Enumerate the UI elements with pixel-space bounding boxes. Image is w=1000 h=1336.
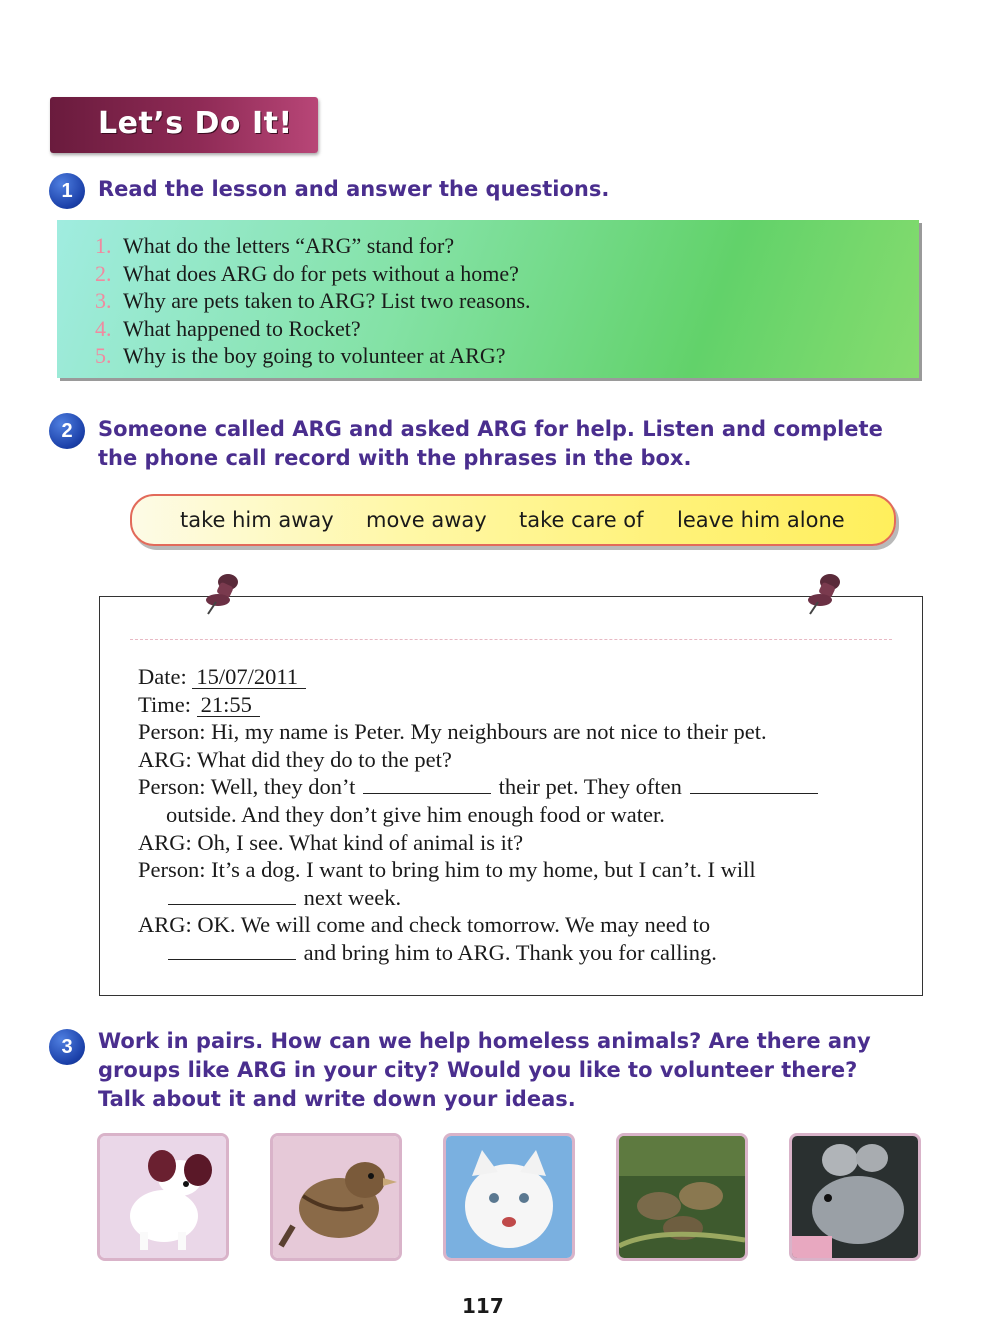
step-1-instruction: Read the lesson and answer the questions. [98,177,610,201]
phrase-option: take him away [180,508,334,532]
record-line: Person: It’s a dog. I want to bring him to my home, but I can’t. I will [138,857,756,883]
page-number: 117 [462,1294,504,1318]
question-item: 3. Why are pets taken to ARG? List two reasons. [95,288,531,313]
record-line: outside. And they don’t give him enough food or water. [166,801,665,827]
record-line: Person: Well, they don’t their pet. They often [138,773,908,801]
record-date: Date: 15/07/2011 [138,663,908,691]
chinchilla-photo [789,1133,921,1261]
record-divider [130,639,892,640]
questions-box [57,220,919,378]
phrase-option: leave him alone [677,508,845,532]
question-item: 1. What do the letters “ARG” stand for? [95,233,455,258]
push-pin-icon [800,570,852,616]
record-text [138,663,908,967]
record-time: Time: 21:55 [138,691,908,719]
record-line: ARG: What did they do to the pet? [138,746,452,772]
record-line: ARG: OK. We will come and check tomorrow. We may need to [138,912,711,938]
step-1-badge: 1 [49,173,85,209]
section-banner [50,97,318,153]
record-line: next week. [138,884,908,912]
record-line: ARG: Oh, I see. What kind of animal is it? [138,829,524,855]
record-line: and bring him to ARG. Thank you for calling. [138,939,908,967]
ducklings-photo [616,1133,748,1261]
phone-call-record [99,596,923,996]
step-3-badge: 3 [49,1029,85,1065]
step-3-instruction: Work in pairs. How can we help homeless animals? Are there any groups like ARG in your city? Would you like to volunteer there? Talk about it and write down your ideas. [98,1029,871,1111]
question-item: 2. What does ARG do for pets without a home? [95,260,519,286]
question-item: 4. What happened to Rocket? [95,315,361,341]
answer-blank[interactable] [168,941,296,960]
record-line: Person: Hi, my name is Peter. My neighbours are not nice to their pet. [138,719,767,745]
animal-photos [97,1133,925,1263]
phrase-box [130,494,896,546]
step-2-badge: 2 [49,413,85,449]
step-2-instruction: Someone called ARG and asked ARG for help. Listen and complete the phone call record with the phrases in the box. [98,417,883,470]
phrase-option: take care of [519,508,644,532]
answer-blank[interactable] [168,886,296,905]
answer-blank[interactable] [690,775,818,794]
question-item: 5. Why is the boy going to volunteer at ARG? [95,343,506,368]
phrase-option: move away [366,508,487,532]
answer-blank[interactable] [363,775,491,794]
banner-title: Let’s Do It! [98,106,293,141]
white-kitten-photo [443,1133,575,1261]
question-list [95,232,531,370]
puppy-photo [97,1133,229,1261]
push-pin-icon [198,570,250,616]
sparrow-photo [270,1133,402,1261]
